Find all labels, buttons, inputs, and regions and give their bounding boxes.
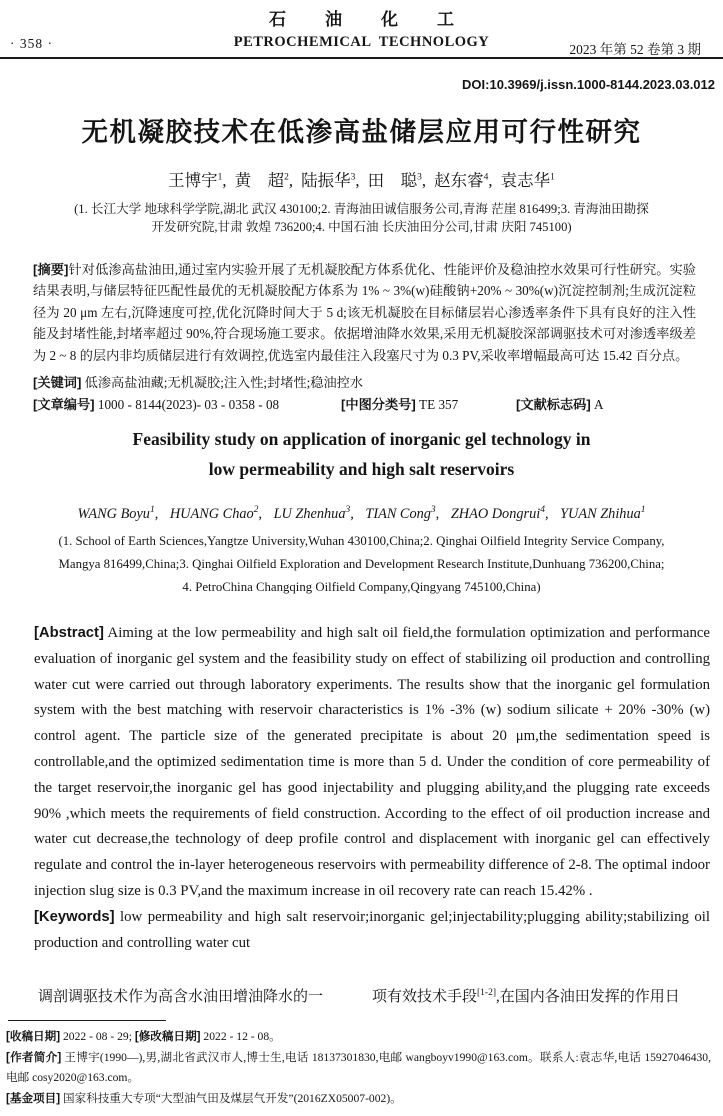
author-cn: 陆振华$^3$, bbox=[301, 171, 360, 190]
author-affil-sup: 3 bbox=[417, 172, 422, 183]
article-title-cn: 无机凝胶技术在低渗高盐储层应用可行性研究 bbox=[81, 117, 642, 147]
abstract-cn bbox=[33, 259, 696, 366]
keywords-cn-label: [关键词] bbox=[33, 375, 82, 390]
abstract-cn-label: [摘要] bbox=[33, 262, 69, 277]
affiliation-line: 4. PetroChina Changqing Oilfield Company,Qingyang 745100,China) bbox=[182, 580, 541, 594]
author-en: TIAN Cong$^3$, bbox=[365, 505, 440, 522]
affiliations-cn bbox=[0, 201, 723, 236]
author-cn: 袁志华$^1$ bbox=[500, 171, 555, 190]
abstract-en-text: Aiming at the low permeability and high salt oil field,the formulation optimization and performance evaluation of inorganic gel system and the feasibility study on effect of stabilizing oil production and controlling water cut were carried out through laboratory experiments. The results show that the inorganic gel formulation system with the best matching with reservoir characteristics is 1% -3% (w) sodium silicate + 20% -30% (w) control agent. The particle size of the generated precipitate is about 20 μm,the sedimentation speed is controllable,and the optimized sedimentation time is more than 5 d. Under the condition of core permeability of the target reservoir,the inorganic gel has good injectability and plugging ability,and the plugging rate exceeds 90% ,which meets the requirements of field construction. According to the effect of oil production increase and water cut decrease,the technology of deep profile control and displacement with inorganic gel can effectively regulate and control the in-layer heterogeneous reservoirs with permeability difference of 2-8. The optimal indoor injection slug size is 0.3 PV,and the maximum increase in oil recovery rate can reach 15.42% . bbox=[34, 625, 710, 899]
author-cn: 黄 超$^2$, bbox=[234, 171, 293, 190]
footnote-dates: [收稿日期] 2022 - 08 - 29; [修改稿日期] 2022 - 12 - 08。 bbox=[6, 1030, 281, 1043]
body-column-right: 项有效技术手段[1-2],在国内各油田发挥的作用日 bbox=[372, 988, 680, 1005]
author-sep: , bbox=[544, 506, 549, 522]
abstract-cn-text: 针对低渗高盐油田,通过室内实验开展了无机凝胶配方体系优化、性能评价及稳油控水效果可行性研究。实验结果表明,与储层特征匹配性最优的无机凝胶配方体系为 1% ~ 3%(w)硅酸钠+20% ~ 30%(w)沉淀控制剂;生成沉淀粒径为 20 μm 左右,沉降速度可控,优化沉降时间大于 5 d;该无机凝胶在目标储层岩心渗透率条件下具有良好的注入性能及封堵性能,封堵率超过 90%,符合现场施工要求。依据增油降水效果,采用无机凝胶深部调驱技术可对渗透率级差为 2 ~ 8 的层内非均质储层进行有效调控,优选室内最佳注入段塞尺寸为 0.3 PV,采收率增幅最高可达 15.42 百分点。 bbox=[33, 262, 696, 363]
author-en: LU Zhenhua$^3$, bbox=[273, 505, 354, 522]
keywords-en bbox=[34, 905, 710, 957]
author-affil-sup: 3 bbox=[430, 505, 436, 516]
citation-ref: [1-2] bbox=[477, 988, 497, 998]
affiliation-line: Mangya 816499,China;3. Qinghai Oilfield Exploration and Development Research Institute,Dunhuang 736200,China; bbox=[58, 557, 665, 571]
author-en: ZHAO Dongrui$^4$, bbox=[450, 505, 549, 522]
page-number: · 358 · bbox=[10, 36, 53, 51]
author-sep: , bbox=[488, 171, 493, 190]
issue-info: 2023 年第 52 卷第 3 期 bbox=[569, 42, 701, 57]
affiliations-en bbox=[0, 530, 723, 599]
author-affil-sup: 1 bbox=[149, 505, 155, 516]
author-sep: , bbox=[421, 171, 426, 190]
author-sep: , bbox=[288, 171, 293, 190]
author-affil-sup: 2 bbox=[284, 172, 289, 183]
author-affil-sup: 2 bbox=[253, 505, 259, 516]
authors-cn bbox=[0, 167, 723, 191]
author-cn: 王博宇$^1$, bbox=[168, 171, 227, 190]
footnote-author-bio: [作者简介] 王博宇(1990—),男,湖北省武汉市人,博士生,电话 18137301830,电邮 wangboyv1990@163.com。联系人:袁志华,电话 15927046430,电邮 cosy2020@163.com。 bbox=[6, 1050, 711, 1085]
footnotes bbox=[6, 1027, 711, 1109]
author-affil-sup: 1 bbox=[640, 505, 646, 516]
affiliation-line: (1. School of Earth Sciences,Yangtze University,Wuhan 430100,China;2. Qinghai Oilfield Integrity Service Company, bbox=[58, 534, 665, 548]
affiliation-line: 开发研究院,甘肃 敦煌 736200;4. 中国石油 长庆油田分公司,甘肃 庆阳 745100) bbox=[151, 219, 572, 234]
author-cn: 田 聪$^3$, bbox=[367, 171, 426, 190]
author-en: WANG Boyu$^1$, bbox=[77, 505, 159, 522]
abstract-en-block bbox=[34, 621, 710, 956]
article-meta-row bbox=[33, 394, 696, 416]
author-en: HUANG Chao$^2$, bbox=[169, 505, 262, 522]
author-sep: , bbox=[258, 506, 262, 522]
author-affil-sup: 3 bbox=[345, 505, 351, 516]
affiliation-line: (1. 长江大学 地球科学学院,湖北 武汉 430100;2. 青海油田诚信服务公司,青海 茫崖 816499;3. 青海油田勘探 bbox=[74, 202, 649, 216]
footnote-funding: [基金项目] 国家科技重大专项“大型油气田及煤层气开发”(2016ZX05007-002)。 bbox=[6, 1091, 402, 1105]
abstract-en bbox=[34, 621, 710, 905]
author-en: YUAN Zhihua$^1$ bbox=[560, 505, 646, 522]
document-code: [文献标志码] A bbox=[516, 397, 604, 412]
author-affil-sup: 4 bbox=[540, 505, 545, 516]
article-title-en bbox=[0, 424, 723, 484]
journal-title-en: PETROCHEMICAL TECHNOLOGY bbox=[233, 34, 490, 50]
keywords-cn-text: 低渗高盐油藏;无机凝胶;注入性;封堵性;稳油控水 bbox=[81, 375, 364, 390]
article-number: [文章编号] 1000 - 8144(2023)- 03 - 0358 - 08 bbox=[33, 397, 280, 412]
body-text-columns bbox=[8, 986, 712, 1008]
author-sep: , bbox=[350, 506, 354, 522]
title-en-line: Feasibility study on application of inorganic gel technology in bbox=[132, 429, 591, 449]
footnote-divider bbox=[8, 1020, 166, 1021]
author-cn: 赵东睿$^4$, bbox=[434, 171, 493, 190]
keywords-en-label: [Keywords] bbox=[34, 908, 115, 925]
author-sep: , bbox=[222, 171, 227, 190]
author-sep: , bbox=[355, 171, 360, 190]
doi: DOI:10.3969/j.issn.1000-8144.2023.03.012 bbox=[462, 77, 715, 92]
title-en-line: low permeability and high salt reservoirs bbox=[208, 459, 515, 479]
abstract-en-label: [Abstract] bbox=[34, 625, 104, 641]
authors-en bbox=[0, 506, 723, 523]
author-affil-sup: 4 bbox=[483, 172, 489, 183]
header-divider bbox=[0, 57, 723, 59]
keywords-cn bbox=[33, 372, 696, 393]
author-sep: , bbox=[435, 506, 440, 522]
author-sep: , bbox=[154, 506, 159, 522]
author-affil-sup: 1 bbox=[217, 172, 223, 183]
author-affil-sup: 3 bbox=[350, 172, 356, 183]
author-affil-sup: 1 bbox=[550, 172, 555, 183]
keywords-en-text: low permeability and high salt reservoir;inorganic gel;injectability;plugging ability;stabilizing oil production and controlling water cut bbox=[34, 908, 710, 951]
body-column-left: 调剖调驱技术作为高含水油田增油降水的一 bbox=[38, 989, 324, 1005]
journal-title-cn: 石 油 化 工 bbox=[269, 10, 465, 29]
clc-number: [中图分类号] TE 357 bbox=[341, 397, 459, 412]
